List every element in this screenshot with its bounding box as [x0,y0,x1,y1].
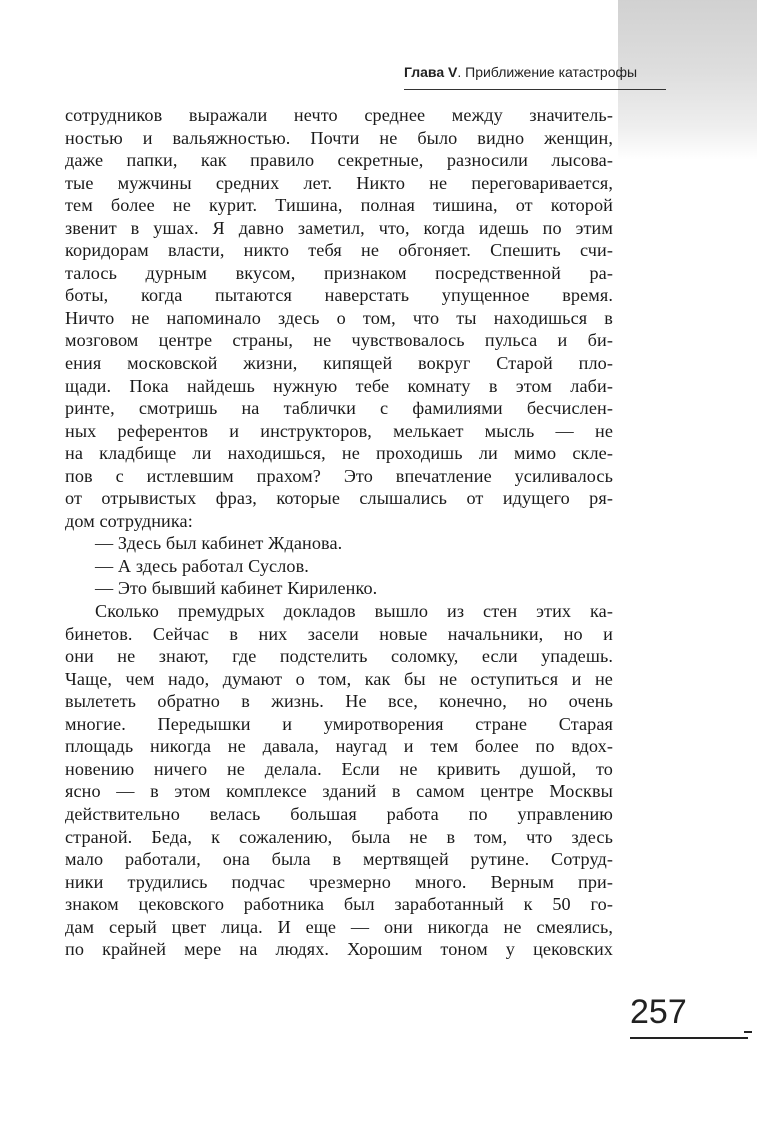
text-line: от отрывистых фраз, которые слышались от идущего ря- [65,488,613,509]
running-head [404,64,666,80]
text-line: талось дурным вкусом, признаком посредственной ра- [65,262,613,283]
text-line: дом сотрудника: [65,510,193,531]
running-head-separator: . [457,64,462,80]
text-line: боты, когда пытаются наверстать упущенное время. [65,285,613,306]
page-number: 257 [630,993,687,1031]
text-line: ностью и вальяжностью. Почти не было видно женщин, [65,127,613,148]
paragraph-first-line: Сколько премудрых докладов вышло из стен этих ка- [95,601,613,622]
text-line: мало работали, она была в мертвящей рутине. Сотруд- [65,849,613,870]
text-line: даже папки, как правило секретные, разносили лысова- [65,150,613,171]
text-line: пов с истлевшим прахом? Это впечатление усиливалось [65,465,613,486]
text-line: многие. Передышки и умиротворения стране Старая [65,713,613,734]
text-line: щади. Пока найдешь нужную тебе комнату в этом лаби- [65,375,613,396]
text-line: вылететь обратно в жизнь. Не все, конечно, но очень [65,691,613,712]
text-line: звенит в ушах. Я давно заметил, что, когда идешь по этим [65,217,613,238]
text-line: Чаще, чем надо, думают о том, как бы не оступиться и не [65,668,613,689]
text-line: по крайней мере на людях. Хорошим тоном у цековских [65,939,613,960]
text-line: ринте, смотришь на таблички с фамилиями бесчислен- [65,398,613,419]
text-line: ения московской жизни, кипящей вокруг Старой пло- [65,353,613,374]
text-line: ники трудились подчас чрезмерно много. Верным при- [65,871,613,892]
text-line: мозговом центре страны, не чувствовалось пульса и би- [65,330,613,351]
text-line: коридорам власти, никто тебя не обгоняет. Спешить счи- [65,240,613,261]
dialogue-line: — А здесь работал Суслов. [95,555,309,576]
text-line: на кладбище ли находишься, не проходишь ли мимо скле- [65,443,613,464]
text-line: площадь никогда не давала, наугад и тем более по вдох- [65,736,613,757]
text-line: страной. Беда, к сожалению, была не в том, что здесь [65,826,613,847]
body-text [65,104,613,961]
text-line: ных референтов и инструкторов, мелькает мысль — не [65,420,613,441]
text-line: новению ничего не делала. Если не кривить душой, то [65,758,613,779]
page-number-rule-tick [744,1031,752,1033]
dialogue-line: — Это бывший кабинет Кириленко. [95,578,378,599]
text-line: сотрудников выражали нечто среднее между значитель- [65,105,613,125]
text-line: действительно велась большая работа по управлению [65,803,613,824]
text-line: тые мужчины средних лет. Никто не переговаривается, [65,172,613,193]
chapter-title: Приближение катастрофы [465,64,638,80]
dialogue-line: — Здесь был кабинет Жданова. [95,533,343,554]
page-number-rule [630,1037,748,1039]
page-corner-tab [618,0,757,160]
text-line: ясно — в этом комплексе зданий в самом центре Москвы [65,781,613,802]
text-line: они не знают, где подстелить соломку, если упадешь. [65,646,613,667]
running-head-rule [404,89,666,90]
text-line: Ничто не напоминало здесь о том, что ты находишься в [65,307,613,328]
text-line: бинетов. Сейчас в них засели новые начальники, но и [65,623,613,644]
text-line: знаком цековского работника был заработанный к 50 го- [65,894,613,915]
text-line: тем более не курит. Тишина, полная тишина, от которой [65,195,613,216]
text-line: дам серый цвет лица. И еще — они никогда не смеялись, [65,916,613,937]
chapter-label: Глава V [404,64,458,80]
